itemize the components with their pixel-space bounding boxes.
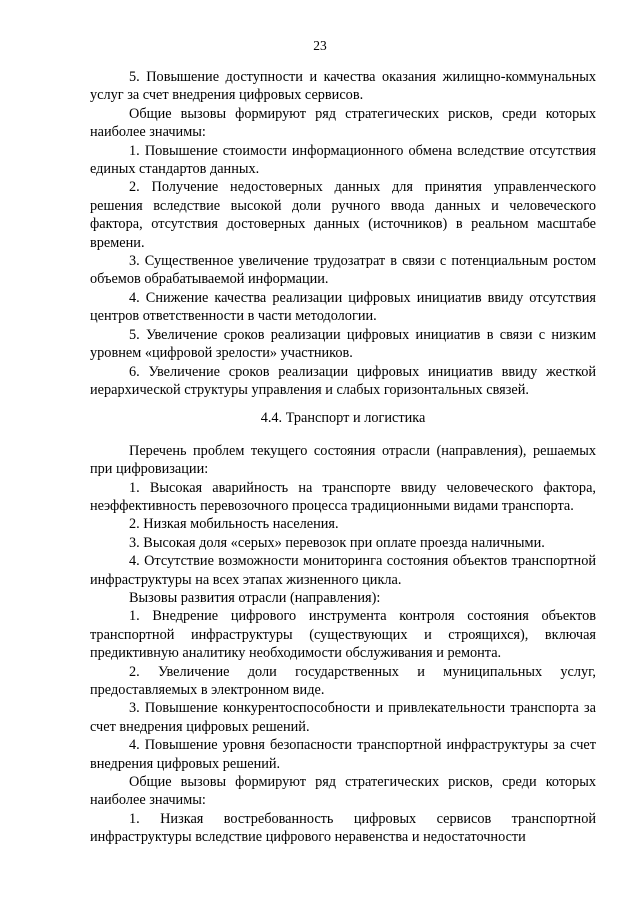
risk-item-1: 1. Повышение стоимости информационного обмена вследствие отсутствия единых стандартов данных. (90, 142, 596, 178)
risk-item-2: 2. Получение недостоверных данных для принятия управленческого решения вследствие высокой доли ручного ввода данных и человеческого фактора, отсутствия достоверных данных (источников) в реальном масштабе времени. (90, 179, 596, 251)
challenge-item-1: 1. Внедрение цифрового инструмента контроля состояния объектов транспортной инфраструктуры (существующих и строящихся), включая предиктивную аналитику необходимости обслуживания и ремонта. (90, 608, 596, 662)
transport-risk-item-1: 1. Низкая востребованность цифровых сервисов транспортной инфраструктуры вследствие цифрового неравенства и недостаточности (90, 810, 596, 846)
risk-item-4: 4. Снижение качества реализации цифровых инициатив ввиду отсутствия центров ответственности в части методологии. (90, 289, 596, 325)
problem-item-1: 1. Высокая аварийность на транспорте ввиду человеческого фактора, неэффективность перевозочного процесса традиционными видами транспорта. (90, 479, 596, 514)
problems-intro: Перечень проблем текущего состояния отрасли (направления), решаемых при цифровизации: (90, 442, 596, 478)
risk-item-6: 6. Увеличение сроков реализации цифровых инициатив ввиду жесткой иерархической структуры управления и слабых горизонтальных связей. (90, 363, 596, 398)
challenges-intro: Вызовы развития отрасли (направления): (129, 589, 381, 606)
item-housing-services: 5. Повышение доступности и качества оказания жилищно-коммунальных услуг за счет внедрения цифровых сервисов. (90, 69, 596, 104)
problem-item-2: 2. Низкая мобильность населения. (129, 516, 339, 533)
problem-item-3: 3. Высокая доля «серых» перевозок при оплате проезда наличными. (129, 534, 545, 551)
section-heading: 4.4. Транспорт и логистика (260, 410, 426, 427)
challenge-item-4: 4. Повышение уровня безопасности транспортной инфраструктуры за счет внедрения цифровых решений. (90, 737, 596, 772)
problem-item-4: 4. Отсутствие возможности мониторинга состояния объектов транспортной инфраструктуры на всех этапах жизненного цикла. (90, 553, 596, 588)
challenge-item-3: 3. Повышение конкурентоспособности и привлекательности транспорта за счет внедрения цифровых решений. (90, 700, 596, 735)
risks-intro: Общие вызовы формируют ряд стратегических рисков, среди которых наиболее значимы: (90, 105, 596, 141)
challenge-item-2: 2. Увеличение доли государственных и муниципальных услуг, предоставляемых в электронном виде. (90, 663, 596, 698)
document-body (90, 68, 596, 847)
transport-risks-intro: Общие вызовы формируют ряд стратегических рисков, среди которых наиболее значимы: (90, 774, 596, 809)
risk-item-5: 5. Увеличение сроков реализации цифровых инициатив в связи с низким уровнем «цифровой зрелости» участников. (90, 326, 596, 362)
risk-item-3: 3. Существенное увеличение трудозатрат в связи с потенциальным ростом объемов обрабатываемой информации. (90, 253, 596, 288)
page-number: 23 (313, 38, 327, 53)
